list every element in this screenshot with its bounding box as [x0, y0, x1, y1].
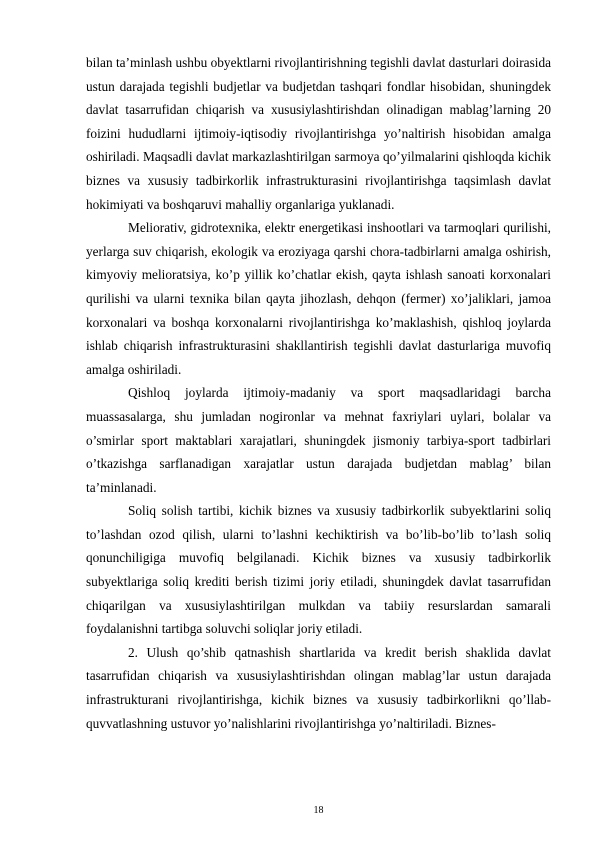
paragraph-social-cultural-sport: Qishloq joylarda ijtimoiy-madaniy va sport maqsadlaridagi barcha muassasalarga, shu jumladan nogironlar va mehnat faxriylari uylari, bolalar va o’smirlar sport maktablari xarajatlari, shuningdek jismoniy tarbiya-sport tadbirlari o’tkazishga sarflanadigan xarajatlar ustun darajada budjetdan mablag’ bilan ta’minlanadi. [86, 385, 551, 495]
paragraph-tax-procedure: Soliq solish tartibi, kichik biznes va xususiy tadbirkorlik subyektlarini soliq to’lashdan ozod qilish, ularni to’lashni kechiktirish va bo’lib-bo’lib to’lash soliq qonunchiligiga muvofiq belgilanadi. Kichik biznes va xususiy tadbirkorlik subyektlariga soliq krediti berish tizimi joriy etiladi, shuningdek davlat tasarrufidan chiqarilgan va xususiylashtirilgan mulkdan va tabiiy resurslardan samarali foydalanishni tartibga soluvchi soliqlar joriy etiladi. [86, 503, 551, 637]
paragraph-budget-funding: bilan ta’minlash ushbu obyektlarni rivojlantirishning tegishli davlat dasturlari doirasida ustun darajada tegishli budjetlar va budjetdan tashqari fondlar hisobidan, shuningdek davlat tasarrufidan chiqarish va xususiylashtirishdan olinadigan mablag’larning 20 foizini hududlarni ijtimoiy-iqtisodiy rivojlantirishga yo’naltirish hisobidan amalga oshiriladi. Maqsadli davlat markazlashtirilgan sarmoya qo’yilmalarini qishloqda kichik biznes va xususiy tadbirkorlik infrastrukturasini rivojlantirishga taqsimlash davlat hokimiyati va boshqaruvi mahalliy organlariga yuklanadi. [86, 55, 551, 212]
paragraph-melioration-infrastructure: Meliorativ, gidrotexnika, elektr energetikasi inshootlari va tarmoqlari qurilishi, yerlarga suv chiqarish, ekologik va eroziyaga qarshi chora-tadbirlarni amalga oshirish, kimyoviy melioratsiya, ko’p yillik ko’chatlar ekish, qayta ishlash sanoati korxonalari qurilishi va ularni texnika bilan qayta jihozlash, dehqon (fermer) xo’jaliklari, jamoa korxonalari va boshqa korxonalarni rivojlantirishga ko’maklashish, qishloq joylarda ishlab chiqarish infrastrukturasini shakllantirish tegishli davlat dasturlariga muvofiq amalga oshiriladi. [86, 220, 551, 377]
paragraph-privatization-funds: 2. Ulush qo’shib qatnashish shartlarida va kredit berish shaklida davlat tasarrufidan chiqarish va xususiylashtirishdan olingan mablag’lar ustun darajada infrastrukturani rivojlantirishga, kichik biznes va xususiy tadbirkorlikni qo’llab-quvvatlashning ustuvor yo’nalishlarini rivojlantirishga yo’naltiriladi. Biznes- [86, 644, 551, 731]
document-body [86, 51, 551, 735]
page-number: 18 [313, 805, 324, 816]
